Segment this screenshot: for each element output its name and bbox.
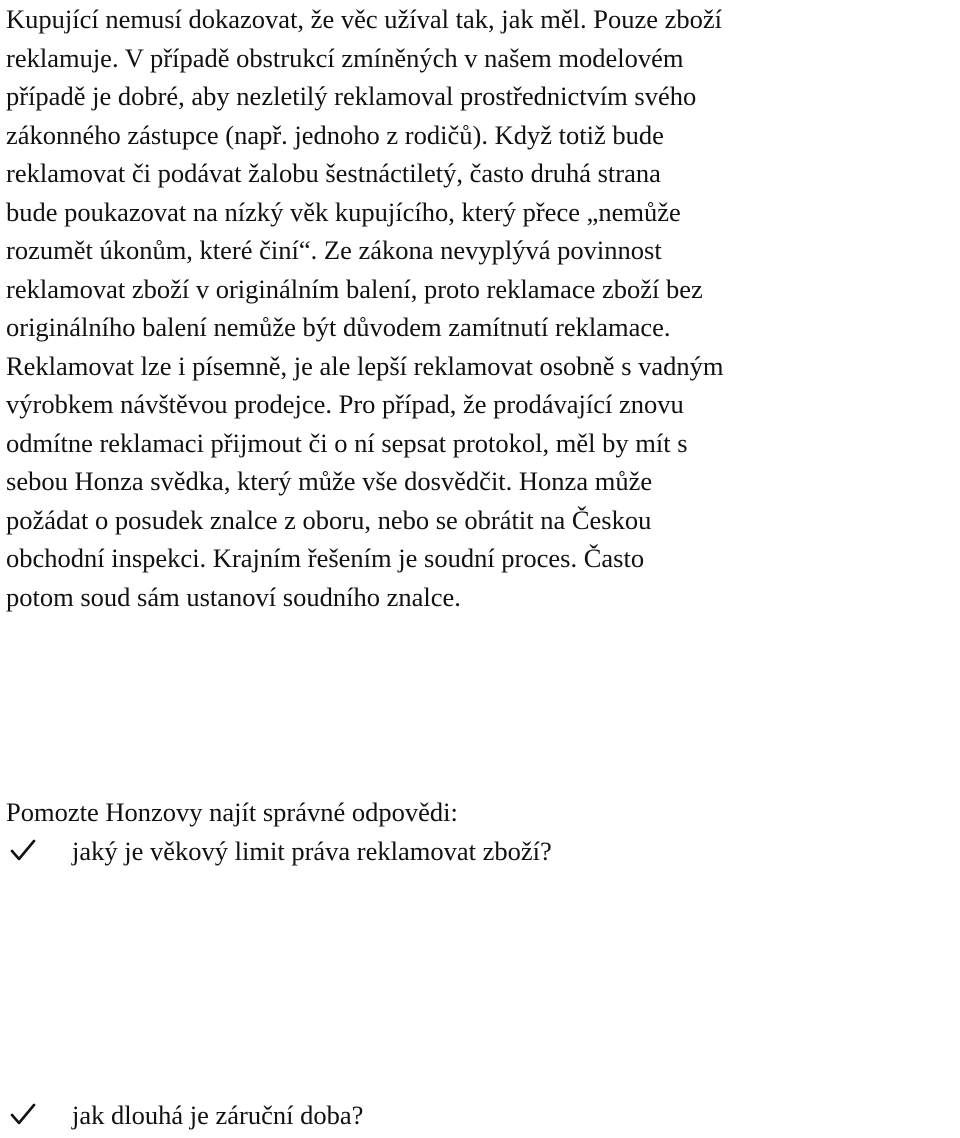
checkmark-icon <box>6 835 72 867</box>
paragraph-line: bude poukazovat na nízký věk kupujícího, který přece „nemůže <box>6 196 681 227</box>
paragraph-line: potom soud sám ustanoví soudního znalce. <box>6 581 461 612</box>
paragraph-line: požádat o posudek znalce z oboru, nebo se obrátit na Českou <box>6 504 652 535</box>
paragraph-line: obchodní inspekci. Krajním řešením je soudní proces. Často <box>6 543 645 573</box>
paragraph-line: reklamovat zboží v originálním balení, proto reklamace zboží bez <box>6 273 703 304</box>
paragraph-line: výrobkem návštěvou prodejce. Pro případ, že prodávající znovu <box>6 389 684 419</box>
question-item <box>6 1096 363 1135</box>
paragraph-line: zákonného zástupce (např. jednoho z rodičů). Když totiž bude <box>6 119 664 150</box>
document-page <box>6 0 956 616</box>
paragraph-line: odmítne reklamaci přijmout či o ní sepsat protokol, měl by mít s <box>6 427 688 458</box>
body-paragraph <box>6 0 956 616</box>
paragraph-line: reklamuje. V případě obstrukcí zmíněných v našem modelovém <box>6 42 684 73</box>
paragraph-line: případě je dobré, aby nezletilý reklamoval prostřednictvím svého <box>6 81 697 111</box>
paragraph-line: reklamovat či podávat žalobu šestnáctiletý, často druhá strana <box>6 158 661 188</box>
paragraph-line: rozumět úkonům, které činí“. Ze zákona nevyplývá povinnost <box>6 235 662 265</box>
checkmark-icon <box>6 1099 72 1131</box>
paragraph-line: originálního balení nemůže být důvodem zamítnutí reklamace. <box>6 312 671 342</box>
paragraph-line: Kupující nemusí dokazovat, že věc užíval tak, jak měl. Pouze zboží <box>6 4 722 34</box>
task-heading: Pomozte Honzovy najít správné odpovědi: <box>6 797 458 827</box>
question-item <box>6 832 552 871</box>
paragraph-line: sebou Honza svědka, který může vše dosvědčit. Honza může <box>6 466 653 496</box>
question-text: jaký je věkový limit práva reklamovat zboží? <box>72 836 552 866</box>
paragraph-line: Reklamovat lze i písemně, je ale lepší reklamovat osobně s vadným <box>6 350 724 381</box>
question-text: jak dlouhá je záruční doba? <box>72 1100 364 1130</box>
